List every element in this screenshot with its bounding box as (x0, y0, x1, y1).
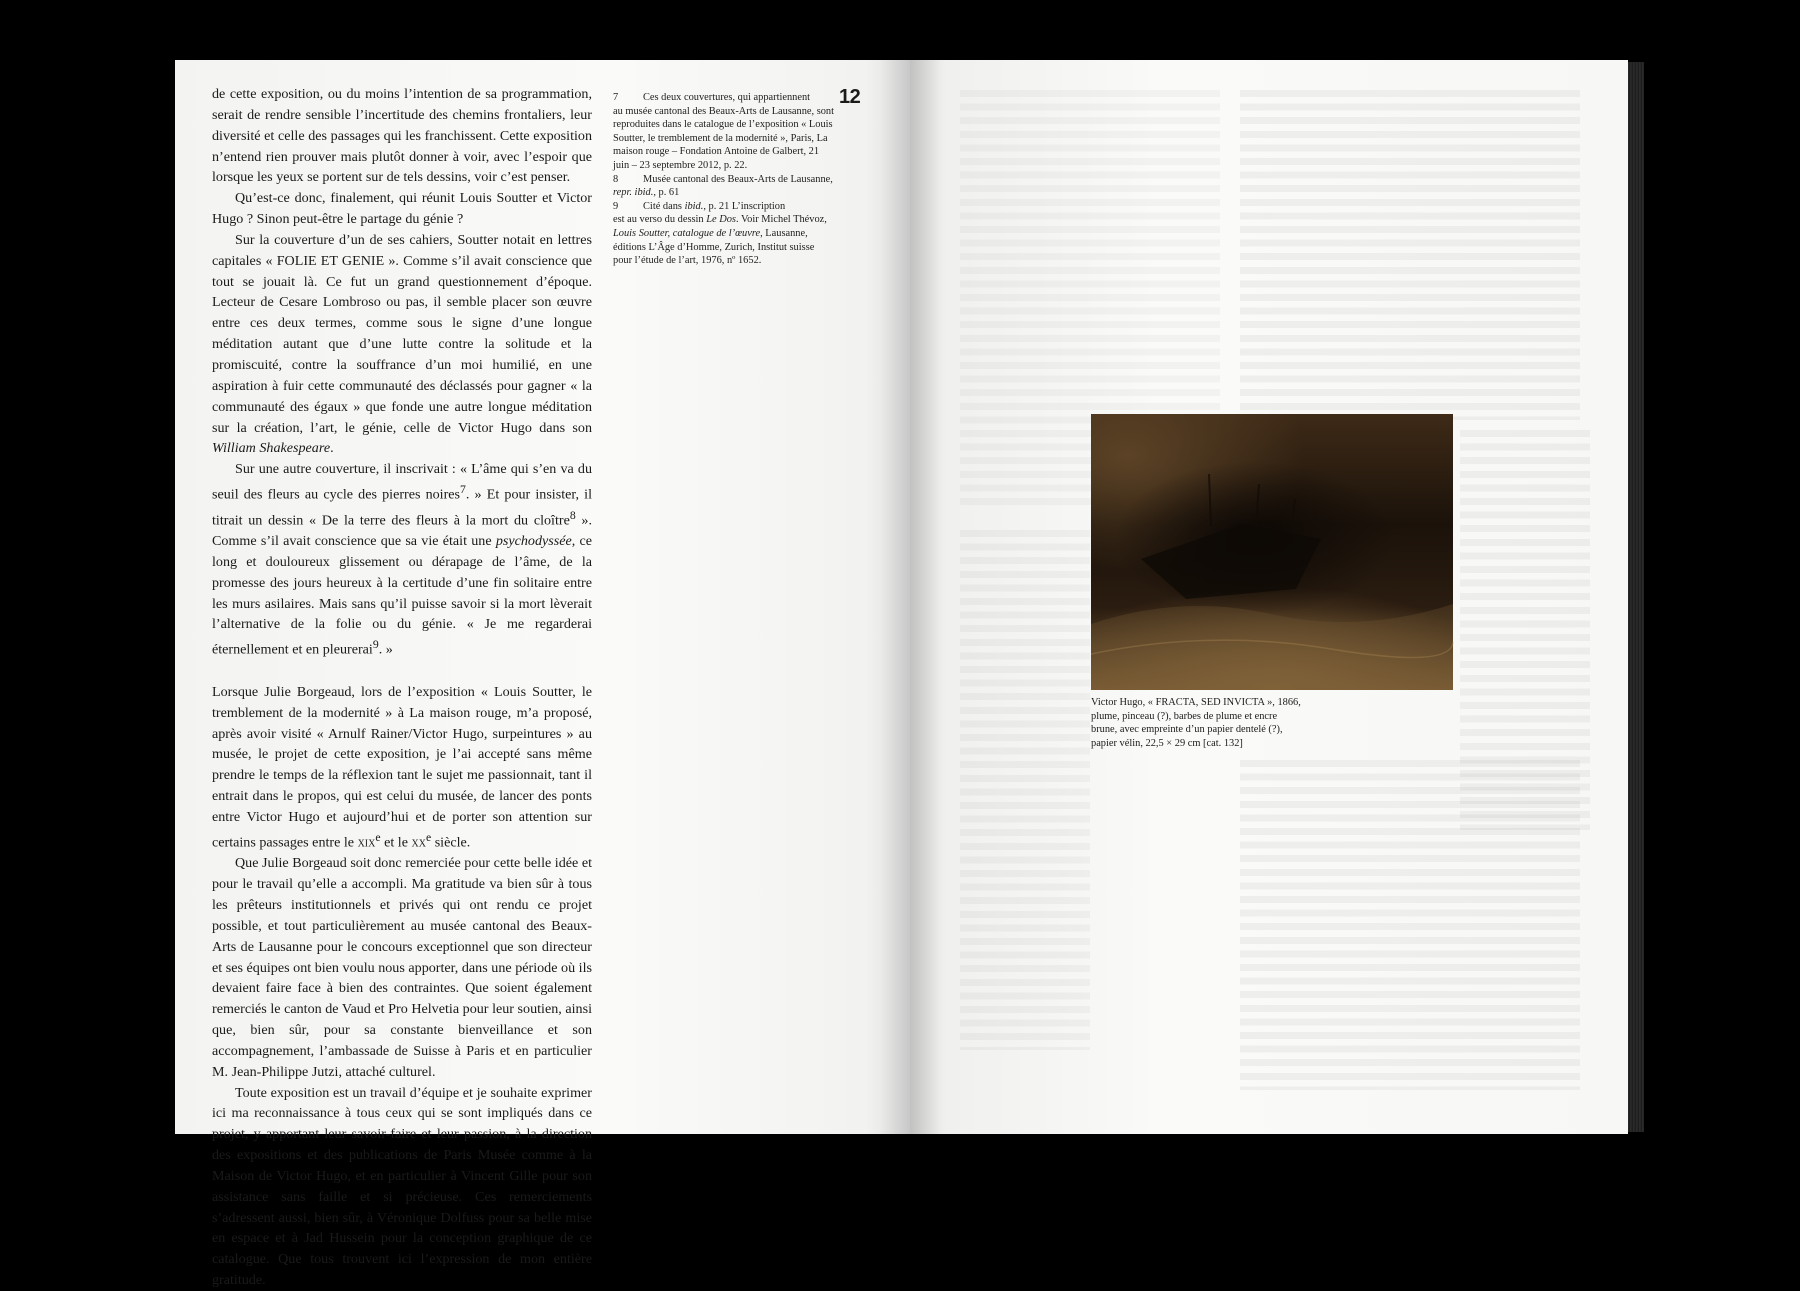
show-through-text (1240, 90, 1580, 420)
footnote-number: 9 (613, 200, 619, 212)
caption-line: Victor Hugo, « FRACTA, SED INVICTA », 1866, (1091, 697, 1301, 708)
caption-line: plume, pinceau (?), barbes de plume et encre (1091, 710, 1278, 722)
footnote-text: Ces deux couvertures, qui appartiennent (643, 92, 811, 103)
paragraph: Qu’est-ce donc, finalement, qui réunit Louis Soutter et Victor Hugo ? Sinon peut-être le partage du génie ? (212, 190, 592, 228)
footnote-text: Cité dans ibid., p. 21 L’inscription (643, 200, 786, 212)
paragraph: Lorsque Julie Borgeaud, lors de l’exposition « Louis Soutter, le tremblement de la modernité » à La maison rouge, m’a proposé, après avoir visité « Arnulf Rainer/Victor Hugo, surpeintures » au musée, le projet de cette exposition, je l’ai accepté sans même prendre le temps de la réflexion tant le sujet me passionnait, tant il entrait dans le propos, qui est celui du musée, de lancer des ponts entre Victor Hugo et aujourd’hui et de porter son attention sur certains passages entre le xix$^e$ et le $xx^e$ siècle. (212, 683, 592, 851)
page-number: 12 (839, 86, 861, 108)
footnote-number: 8 (613, 173, 619, 185)
page-edges (1628, 62, 1644, 1132)
footnote-text: au musée cantonal des Beaux-Arts de Lausanne, sont reproduites dans le catalogue de l’exposition « Louis Soutter, le tremblement de la modernité », Paris, La maison rouge – Fondation Antoine de Galbert, 21 juin – 23 septembre 2012, p. 22. (613, 105, 835, 171)
figure-drawing (1091, 414, 1453, 690)
paragraph: Sur une autre couverture, il inscrivait : « L’âme qui s’en va du seuil des fleurs au cycle des pierres noires$^7$. » Et pour insister, il titrait un dessin « De la terre des fleurs à la mort du cloître$^8$ ». Comme s’il avait conscience que sa vie était une psychodyssée, ce long et douloureux glissement ou dérapage de l’âme, de la promesse des jours heureux à la certitude d’une fin solitaire entre les murs asilaires. Mais sans qu’il puisse savoir si la mort lèverait l’alternative de la folie ou du génie. « Je me regarderai éternellement et en pleurerai$^9$. » (212, 461, 593, 658)
footnote-text: repr. ibid., p. 61 (613, 187, 680, 199)
footnote (613, 91, 835, 105)
paragraph: Sur la couverture d’un de ses cahiers, Soutter notait en lettres capitales « FOLIE ET GENIE ». Comme s’il avait conscience que tout se jouait là. Ce fut un grand questionnement d’époque. Lecteur de Cesare Lombroso ou pas, il semble placer son œuvre entre ces deux termes, comme sous le signe d’une longue méditation autant que d’une lutte contre la solitude et la promiscuité, contre la souffrance d’un moi humilié, en une aspiration à fuir cette communauté des déclassés pour gagner « la communauté des égaux » que fonde une autre longue méditation sur la création, l’art, le génie, celle de Victor Hugo dans son William Shakespeare. (212, 231, 592, 457)
paragraph: Que Julie Borgeaud soit donc remerciée pour cette belle idée et pour le travail qu’elle a accompli. Ma gratitude va bien sûr à tous les prêteurs institutionnels et privés qui ont rendu ce projet possible, et tout particulièrement au musée cantonal des Beaux-Arts de Lausanne pour le concours exceptionnel que son directeur et ses équipes ont bien voulu nous apporter, dans une période où ils devaient faire face à bien des contraintes. Que soient également remerciés le canton de Vaud et Pro Helvetia pour leur soutien, ainsi que, bien sûr, pour sa constante bienveillance et son accompagnement, l’ambassade de Suisse à Paris et en particulier M. Jean-Philippe Jutzi, attaché culturel. (212, 855, 592, 1080)
footnote (613, 173, 835, 187)
main-text-column (212, 84, 592, 1291)
show-through-text (960, 530, 1090, 1050)
footnotes (613, 91, 835, 268)
show-through-text (1240, 760, 1580, 1090)
figure-caption (1091, 696, 1351, 750)
footnote (613, 200, 835, 214)
caption-line: papier vélin, 22,5 × 29 cm [cat. 132] (1091, 737, 1243, 749)
footnote-number: 7 (613, 92, 619, 103)
paragraph: de cette exposition, ou du moins l’intention de sa programmation, serait de rendre sensible l’incertitude des chemins frontaliers, leur diversité et celle des passages qui les franchissent. Cette exposition n’entend rien prouver mais plutôt donner à voir, avec l’espoir que lorsque les yeux se portent sur de tels dessins, voir c’est penser. (212, 86, 592, 186)
right-page (910, 60, 1628, 1134)
gutter-shadow (880, 60, 940, 1134)
footnote-text: Musée cantonal des Beaux-Arts de Lausanne, (643, 173, 833, 185)
footnote-text: est au verso du dessin Le Dos. Voir Michel Thévoz, Louis Soutter, catalogue de l’œuvre, Lausanne, éditions L’Âge d’Homme, Zurich, Institut suisse pour l’étude de l’art, 1976, nº 1652. (613, 214, 827, 267)
caption-line: brune, avec empreinte d’un papier dentelé (?), (1091, 724, 1283, 736)
paragraph: Toute exposition est un travail d’équipe et je souhaite exprimer ici ma reconnaissance à tous ceux qui se sont impliqués dans ce projet, y apportant leur savoir-faire et leur passion, à la direction des expositions et des publications de Paris Musée comme à la Maison de Victor Hugo, et en particulier à Vincent Gille pour son assistance sans faille et si précieuse. Ces remerciements s’adressent aussi, bien sûr, à Véronique Dolfuss pour sa belle mise en espace et à Jad Hussein pour la conception graphique de ce catalogue. Que tous trouvent ici l’expression de mon entière gratitude. (212, 1084, 592, 1289)
ship-drawing-icon (1091, 414, 1453, 690)
left-page (175, 60, 910, 1289)
